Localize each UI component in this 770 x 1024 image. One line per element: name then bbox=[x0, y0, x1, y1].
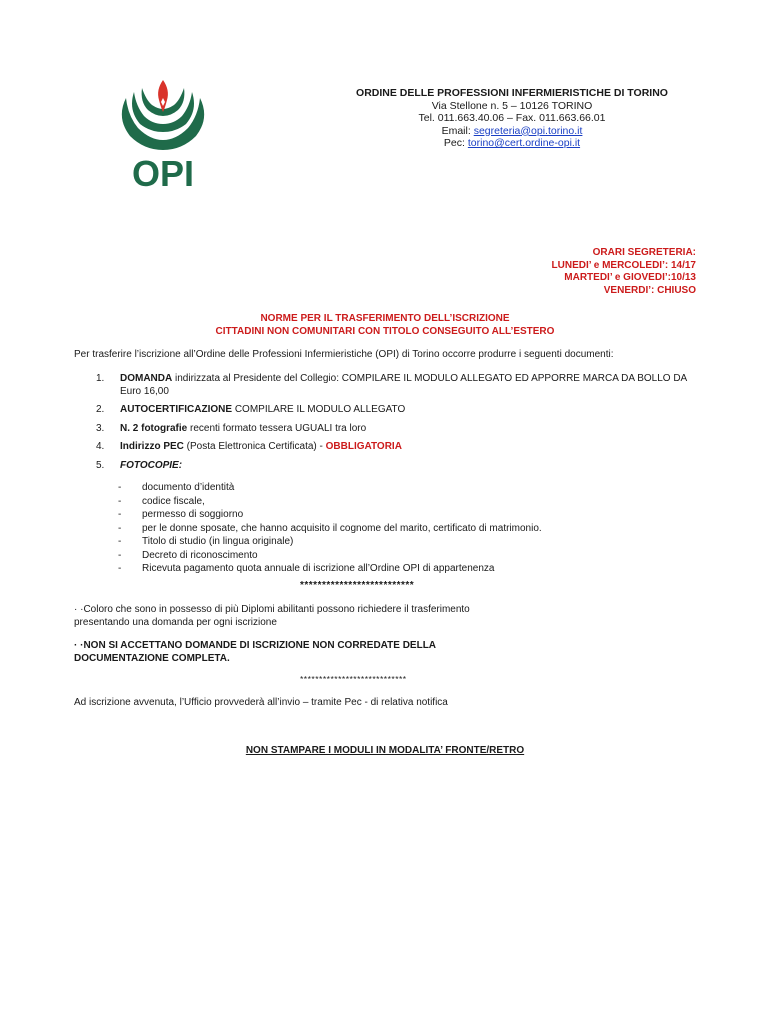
list-item bbox=[118, 495, 542, 509]
item-number: 1. bbox=[96, 373, 105, 384]
doc-text: Titolo di studio (in lingua originale) bbox=[142, 536, 294, 547]
item-text: (Posta Elettronica Certificata) - bbox=[183, 441, 326, 452]
separator-stars: **************************** bbox=[300, 674, 407, 684]
list-item bbox=[96, 441, 702, 454]
document-title bbox=[74, 313, 696, 338]
doc-text: per le donne sposate, che hanno acquisito il cognome del marito, certificato di matrimonio. bbox=[142, 522, 542, 534]
dash: - bbox=[118, 563, 122, 574]
org-address: Via Stellone n. 5 – 10126 TORINO bbox=[431, 99, 593, 112]
doc-text: Ricevuta pagamento quota annuale di iscrizione all’Ordine OPI di appartenenza bbox=[142, 563, 495, 574]
item-number: 5. bbox=[96, 459, 105, 471]
item-bold: Indirizzo PEC bbox=[120, 441, 184, 452]
list-item bbox=[118, 549, 542, 563]
list-item bbox=[96, 373, 702, 398]
hours-line-2: MARTEDI’ e GIOVEDI’:10/13 bbox=[564, 272, 696, 283]
multiple-diplomas-note: · ·Coloro che sono in possesso di più Diplomi abilitanti possono richiedere il trasferimento presentando una domanda per ogni iscrizione bbox=[74, 604, 470, 628]
dash: - bbox=[118, 522, 122, 534]
email-label: Email: bbox=[441, 124, 474, 137]
separator-stars: ************************** bbox=[300, 580, 415, 591]
dash: - bbox=[118, 482, 122, 493]
item-number: 3. bbox=[96, 422, 105, 434]
list-item bbox=[118, 535, 542, 549]
dash: - bbox=[118, 536, 122, 547]
hours-line-3: VENERDI’: CHIUSO bbox=[603, 284, 696, 296]
title-line-2: CITTADINI NON COMUNITARI CON TITOLO CONSEGUITO ALL’ESTERO bbox=[215, 325, 555, 337]
office-hours bbox=[552, 247, 696, 297]
hours-line-1: LUNEDI’ e MERCOLEDI’: 14/17 bbox=[551, 259, 696, 271]
dash: - bbox=[118, 495, 122, 507]
list-item bbox=[118, 481, 542, 495]
print-warning: NON STAMPARE I MODULI IN MODALITA’ FRONTE/RETRO bbox=[245, 745, 525, 756]
doc-text: permesso di soggiorno bbox=[142, 509, 244, 520]
requirements-list bbox=[96, 373, 702, 478]
org-email-line bbox=[300, 125, 724, 138]
list-item bbox=[96, 404, 702, 417]
org-name: ORDINE DELLE PROFESSIONI INFERMIERISTICHE DI TORINO bbox=[356, 87, 668, 99]
opi-emblem-icon bbox=[112, 78, 214, 190]
mandatory-label: OBBLIGATORIA bbox=[325, 441, 402, 452]
list-item bbox=[96, 423, 702, 436]
pec-link[interactable]: torino@cert.ordine-opi.it bbox=[467, 137, 581, 149]
item-bold: FOTOCOPIE: bbox=[120, 459, 183, 471]
item-number: 4. bbox=[96, 441, 105, 452]
opi-logo bbox=[112, 78, 214, 190]
title-line-1: NORME PER IL TRASFERIMENTO DELL’ISCRIZIONE bbox=[260, 313, 510, 324]
incomplete-applications-note: · ·NON SI ACCETTANO DOMANDE DI ISCRIZIONE NON CORREDATE DELLA DOCUMENTAZIONE COMPLETA. bbox=[74, 640, 436, 664]
item-text: COMPILARE IL MODULO ALLEGATO bbox=[232, 404, 406, 415]
logo-text: OPI bbox=[131, 153, 195, 190]
photocopies-list bbox=[118, 481, 542, 576]
list-item bbox=[96, 460, 702, 473]
doc-text: codice fiscale, bbox=[142, 495, 205, 507]
item-text: indirizzata al Presidente del Collegio: COMPILARE IL MODULO ALLEGATO ED APPORRE MARCA DA BOLLO DA Euro 16,00 bbox=[120, 373, 687, 397]
item-bold: N. 2 fotografie bbox=[120, 422, 188, 434]
item-bold: AUTOCERTIFICAZIONE bbox=[120, 404, 233, 415]
doc-text: Decreto di riconoscimento bbox=[142, 549, 258, 561]
item-text: recenti formato tessera UGUALI tra loro bbox=[187, 422, 367, 434]
org-pec-line bbox=[300, 137, 724, 150]
item-number: 2. bbox=[96, 404, 105, 415]
org-phone: Tel. 011.663.40.06 – Fax. 011.663.66.01 bbox=[418, 112, 606, 124]
email-link[interactable]: segreteria@opi.torino.it bbox=[473, 124, 583, 137]
dash: - bbox=[118, 549, 122, 561]
list-item bbox=[118, 522, 542, 536]
doc-text: documento d’identità bbox=[142, 482, 235, 493]
intro-text: Per trasferire l’iscrizione all’Ordine delle Professioni Infermieristiche (OPI) di Torino occorre produrre i seguenti documenti: bbox=[74, 349, 614, 360]
organization-header bbox=[300, 87, 724, 150]
list-item bbox=[118, 508, 542, 522]
pec-label: Pec: bbox=[443, 137, 468, 149]
dash: - bbox=[118, 509, 122, 520]
item-bold: DOMANDA bbox=[120, 373, 173, 384]
notification-note: Ad iscrizione avvenuta, l’Ufficio provvederà all’invio – tramite Pec - di relativa notifica bbox=[74, 697, 448, 708]
list-item bbox=[118, 562, 542, 576]
hours-title: ORARI SEGRETERIA: bbox=[592, 247, 696, 258]
